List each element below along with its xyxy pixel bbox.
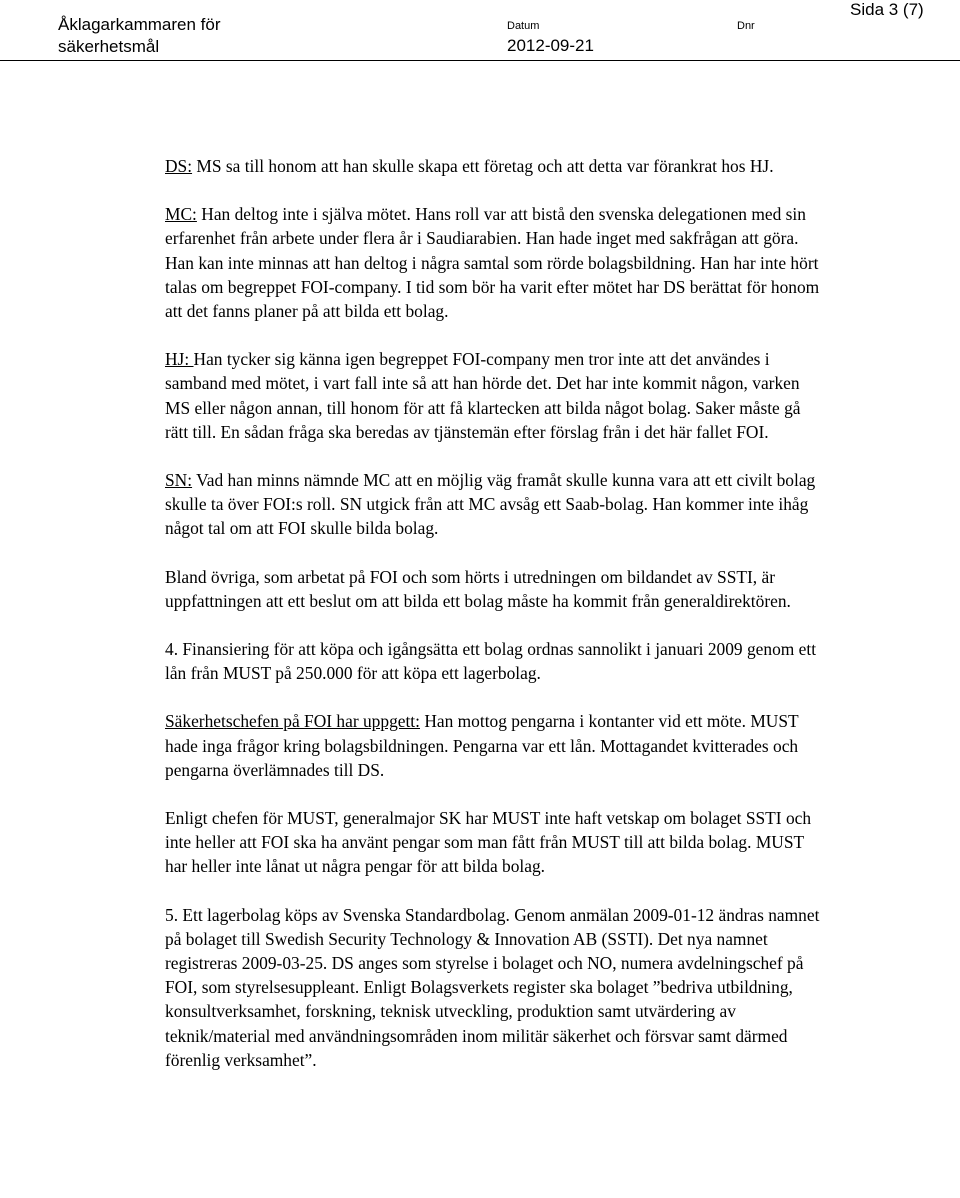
speaker-label: HJ: <box>165 349 194 370</box>
paragraph-hj <box>165 347 827 444</box>
speaker-label: DS: <box>165 156 193 176</box>
dnr-label: Dnr <box>737 20 755 32</box>
paragraph-others <box>165 565 827 613</box>
document-body <box>165 154 827 1096</box>
paragraph-text: 5. Ett lagerbolag köps av Svenska Standardbolag. Genom anmälan 2009-01-12 ändras namnet på bolaget till Swedish Security Technology & Innovation AB (SSTI). Det nya namnet registreras 2009-03-25. DS anges som styrelse i bolaget och NO, numera avdelningschef på FOI, som styrelsesuppleant. Enligt Bolagsverkets register ska bolaget ”bedriva utbildning, konsultverksamhet, forskning, teknisk utveckling, produktion samt utvärdering av teknik/material med användningsområden inom militär säkerhet och försvar samt därmed förenlig verksamhet”. <box>165 904 820 1070</box>
datum-label: Datum <box>507 20 540 32</box>
page-header <box>0 0 960 60</box>
paragraph-shelf-company <box>165 903 827 1072</box>
org-line-2: säkerhetsmål <box>58 37 160 56</box>
header-divider <box>0 60 960 61</box>
paragraph-ds <box>165 154 827 178</box>
paragraph-mc <box>165 202 827 323</box>
paragraph-text: MS sa till honom att han skulle skapa ett företag och att detta var förankrat hos HJ. <box>192 156 774 176</box>
paragraph-text: Han deltog inte i själva mötet. Hans roll var att bistå den svenska delegationen med sin erfarenhet från arbete under flera år i Saudiarabien. Han hade inget med sakfrågan att göra. Han kan inte minnas att han deltog i några samtal som rörde bolagsbildning. Han har inte hört talas om begreppet FOI-company. I tid som bör ha varit efter mötet har DS berättat för honom att det fanns planer på att bilda ett bolag. <box>165 204 820 322</box>
paragraph-text: Bland övriga, som arbetat på FOI och som hörts i utredningen om bildandet av SSTI, är uppfattningen att ett beslut om att bilda ett bolag måste ha kommit från generaldirektören. <box>165 566 791 611</box>
speaker-label: Säkerhetschefen på FOI har uppgett: <box>165 711 420 732</box>
org-line-1: Åklagarkammaren för <box>58 15 221 34</box>
paragraph-sn <box>165 468 827 541</box>
paragraph-financing <box>165 637 827 685</box>
paragraph-text: 4. Finansiering för att köpa och igångsätta ett bolag ordnas sannolikt i januari 2009 genom ett lån från MUST på 250.000 för att köpa ett lagerbolag. <box>165 639 817 684</box>
paragraph-text: Han tycker sig känna igen begreppet FOI-company men tror inte att det användes i samband med mötet, i vart fall inte så att han hörde det. Det har inte kommit någon, varken MS eller någon annan, till honom för att få klartecken att bilda något bolag. Saker måste gå rätt till. En sådan fråga ska beredas av tjänstemän efter förslag från i det här fallet FOI. <box>165 349 801 442</box>
organization-name <box>58 14 221 58</box>
paragraph-text: Vad han minns nämnde MC att en möjlig väg framåt skulle kunna vara att ett civilt bolag skulle ta över FOI:s roll. SN utgick från att MC avsåg ett Saab-bolag. Han kommer inte ihåg något tal om att FOI skulle bilda bolag. <box>165 470 816 539</box>
paragraph-security-chief <box>165 709 827 782</box>
paragraph-text: Enligt chefen för MUST, generalmajor SK har MUST inte haft vetskap om bolaget SSTI och inte heller att FOI ska ha använt pengar som man fått från MUST till att bilda bolag. MUST har heller inte lånat ut några pengar för att bilda bolag. <box>165 808 812 877</box>
paragraph-must-chief <box>165 806 827 879</box>
speaker-label: MC: <box>165 204 197 225</box>
speaker-label: SN: <box>165 470 193 491</box>
document-date: 2012-09-21 <box>507 36 594 55</box>
page-number: Sida 3 (7) <box>850 0 924 19</box>
paragraph-text: Han mottog pengarna i kontanter vid ett möte. MUST hade inga frågor kring bolagsbildningen. Pengarna var ett lån. Mottagandet kvitterades och pengarna överlämnades till DS. <box>165 711 799 780</box>
